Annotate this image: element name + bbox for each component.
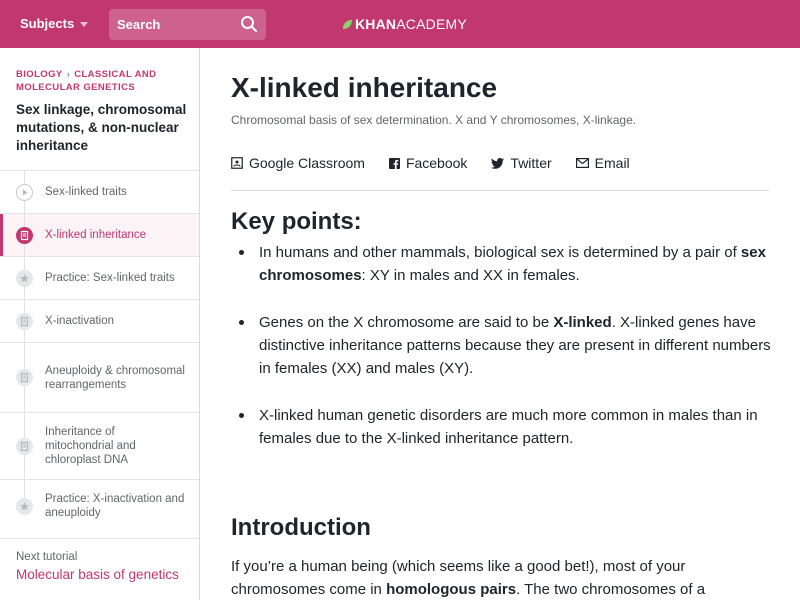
bullet-text: Genes on the X chromosome are said to be — [259, 314, 554, 331]
introduction-heading: Introduction — [231, 514, 371, 541]
tutorial-title: Sex linkage, chromosomal mutations, & non-nuclear inheritance — [16, 102, 187, 153]
leaf-icon — [342, 19, 353, 30]
facebook-label: Facebook — [405, 155, 468, 171]
sidebar-item-label: X-inactivation — [45, 315, 115, 327]
list-item — [231, 404, 771, 450]
sidebar-item-label: Inheritance of mitochondrial and chloroplast DNA — [45, 426, 136, 466]
sidebar-item-sex-linked-traits[interactable] — [0, 170, 199, 213]
search-input[interactable] — [109, 9, 234, 40]
paragraph-text: If you’re a human being (which seems like a good bet!), most of your chromosomes come in — [231, 558, 686, 598]
bold-term: sex chromosomes — [259, 244, 766, 284]
khan-academy-logo[interactable] — [342, 15, 467, 33]
chevron-right-icon: › — [66, 69, 71, 80]
bullet-text: In humans and other mammals, biological sex is determined by a pair of — [259, 244, 741, 261]
breadcrumb-topic-link[interactable]: CLASSICAL AND MOLECULAR GENETICS — [16, 69, 157, 93]
search-box — [109, 9, 266, 40]
breadcrumb-subject-link[interactable]: BIOLOGY — [16, 69, 63, 80]
next-tutorial — [16, 551, 194, 582]
share-divider — [231, 190, 769, 191]
bullet-text: X-linked human genetic disorders are much more common in males than in females due to the X-linked inheritance pattern. — [259, 407, 758, 447]
google-classroom-icon — [231, 157, 243, 169]
list-item — [231, 241, 771, 287]
next-tutorial-link[interactable]: Molecular basis of genetics — [16, 567, 179, 582]
sidebar-item-label: Practice: X-inactivation and aneuploidy — [45, 493, 185, 519]
twitter-label: Twitter — [510, 155, 552, 171]
key-points-heading: Key points: — [231, 208, 362, 235]
list-item — [231, 311, 771, 380]
bold-term: homologous pairs — [386, 581, 517, 598]
sidebar-item-label: Practice: Sex-linked traits — [45, 272, 175, 284]
google-classroom-share-button[interactable] — [231, 155, 365, 171]
sidebar-item-mitochondrial-inheritance[interactable] — [0, 412, 199, 479]
bullet-text: : XY in males and XX in females. — [361, 267, 580, 284]
search-icon[interactable] — [240, 15, 258, 33]
sidebar-item-label: Sex-linked traits — [45, 186, 127, 198]
next-tutorial-label: Next tutorial — [16, 551, 78, 563]
sidebar-divider — [0, 538, 199, 539]
share-bar — [231, 155, 654, 171]
sidebar-item-label: X-linked inheritance — [45, 229, 147, 241]
sidebar-item-practice-sex-linked-traits[interactable] — [0, 256, 199, 299]
email-icon — [576, 158, 589, 168]
breadcrumb — [16, 68, 194, 94]
active-indicator — [0, 214, 3, 256]
article-icon — [16, 438, 33, 455]
email-share-button[interactable] — [576, 155, 630, 171]
sidebar-item-label: Aneuploidy & chromosomal rearrangements — [45, 364, 185, 391]
article-icon — [16, 227, 33, 244]
article-icon — [16, 369, 33, 386]
sidebar-item-x-linked-inheritance[interactable] — [0, 213, 199, 256]
email-label: Email — [594, 155, 630, 171]
bullet-text: . X-linked genes have distinctive inheritance patterns because they are present in different numbers in females (XX) and males (XY). — [259, 314, 771, 377]
logo-light-text: ACADEMY — [396, 16, 467, 32]
paragraph-text: . The two chromosomes of a — [516, 581, 706, 598]
subjects-menu-button[interactable] — [20, 16, 88, 31]
star-icon — [16, 270, 33, 287]
twitter-share-button[interactable] — [491, 155, 551, 171]
star-icon — [16, 498, 33, 515]
article-icon — [16, 313, 33, 330]
play-icon — [16, 184, 33, 201]
tutorial-sidebar — [0, 48, 200, 600]
subjects-label: Subjects — [20, 16, 75, 31]
google-classroom-label: Google Classroom — [249, 155, 365, 171]
sidebar-item-practice-x-inactivation[interactable] — [0, 479, 199, 532]
logo-bold-text: KHAN — [355, 16, 397, 32]
facebook-icon — [389, 158, 400, 169]
introduction-paragraph — [231, 555, 771, 600]
caret-down-icon — [80, 22, 88, 27]
facebook-share-button[interactable] — [389, 155, 467, 171]
sidebar-item-aneuploidy[interactable] — [0, 342, 199, 412]
twitter-icon — [491, 158, 504, 169]
tutorial-item-list — [0, 170, 199, 532]
sidebar-item-x-inactivation[interactable] — [0, 299, 199, 342]
top-navigation-bar — [0, 0, 800, 48]
page-title: X-linked inheritance — [231, 72, 498, 103]
page-subtitle: Chromosomal basis of sex determination. X and Y chromosomes, X-linkage. — [231, 113, 637, 127]
key-points-list — [231, 241, 771, 474]
bold-term: X-linked — [553, 314, 612, 331]
